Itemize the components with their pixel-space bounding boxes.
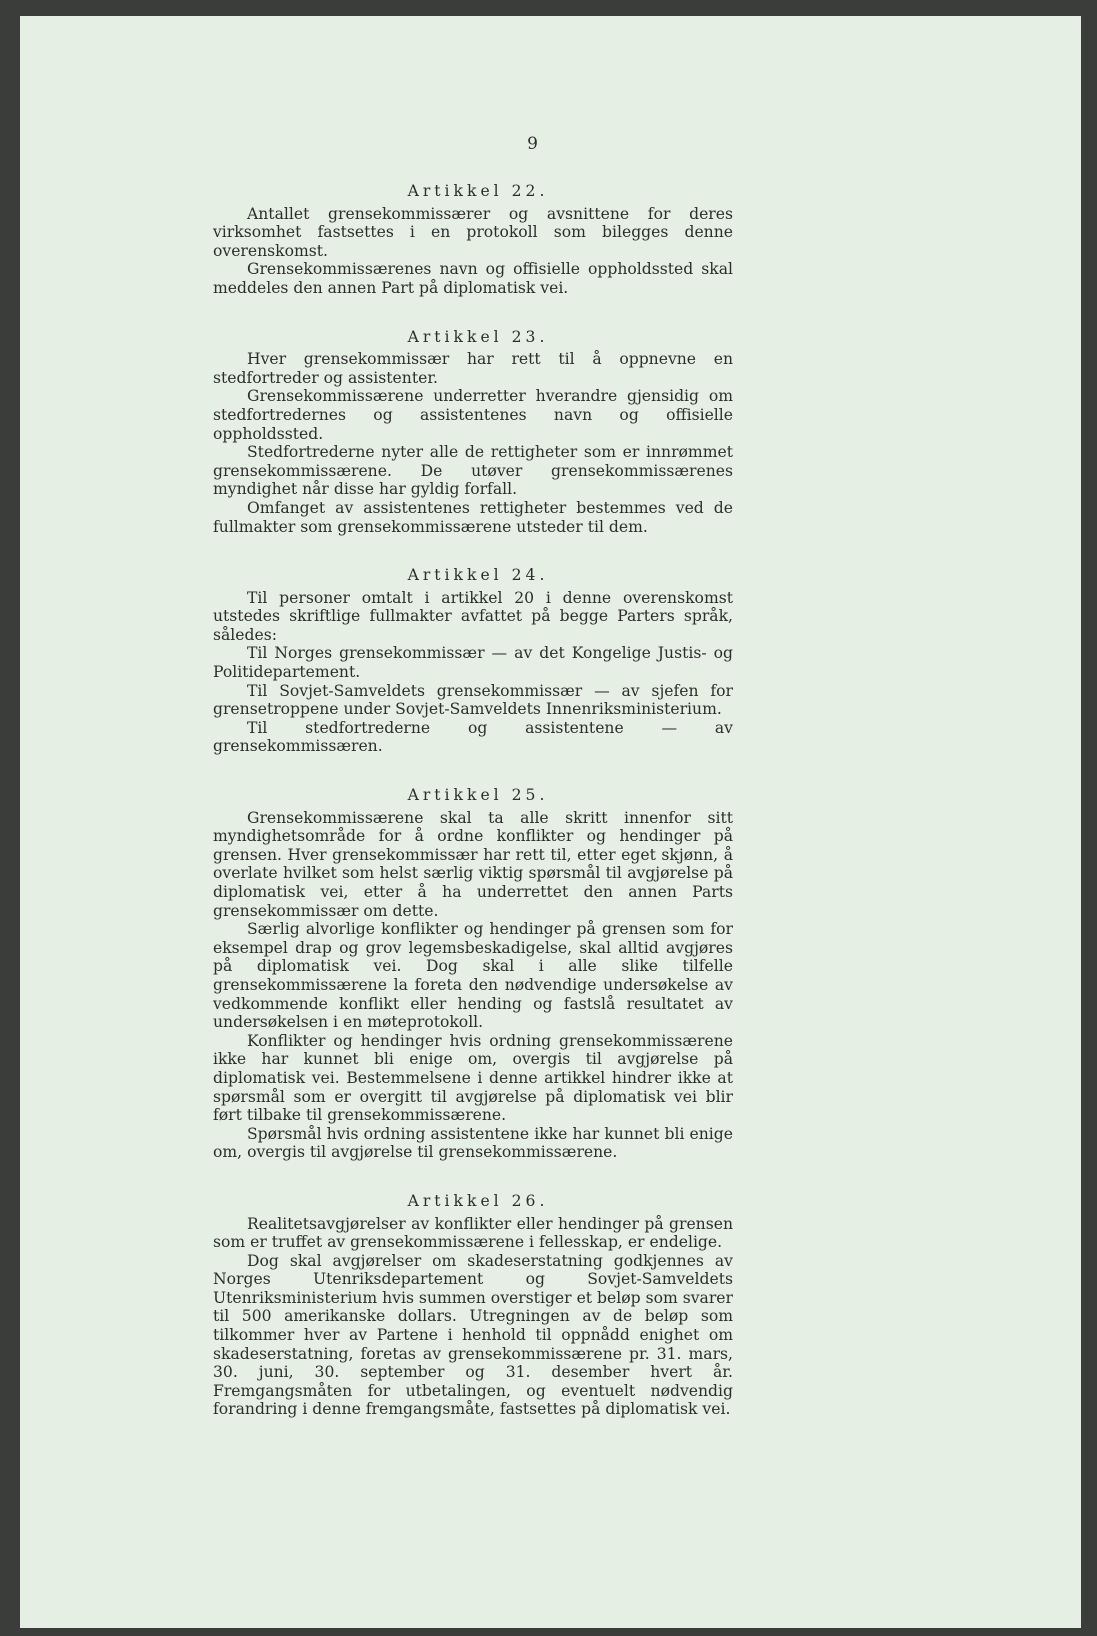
paragraph: Antallet grensekommissærer og avsnittene for deres virksomhet fastsettes i en protokoll som bilegges denne overenskomst. [213, 204, 733, 260]
paragraph: Omfanget av assistentenes rettigheter bestemmes ved de fullmakter som grensekommissærene utsteder til dem. [213, 498, 733, 536]
article-26 [213, 1192, 733, 1419]
article-title: Artikkel 24. [407, 566, 549, 585]
document-page [20, 16, 1081, 1628]
document-body [213, 182, 733, 1449]
article-25 [213, 786, 733, 1162]
paragraph: Realitetsavgjørelser av konflikter eller hendinger på grensen som er truffet av grensekommissærene i fellesskap, er endelige. [213, 1214, 733, 1252]
paragraph: Til Norges grensekommissær — av det Kongelige Justis- og Politidepartement. [213, 644, 733, 682]
article-title: Artikkel 26. [407, 1191, 549, 1210]
article-title: Artikkel 22. [407, 182, 549, 200]
article-24 [213, 566, 733, 756]
paragraph: Stedfortrederne nyter alle de rettigheter som er innrømmet grensekommissærene. De utøver grensekommissærenes myndighet når disse har gyldig forfall. [213, 443, 733, 499]
paragraph: Grensekommissærene skal ta alle skritt innenfor sitt myndighetsområde for å ordne konflikter og hendinger på grensen. Hver grensekommissær har rett til, etter eget skjønn, å overlate hvilket som helst særlig viktig spørsmål til avgjørelse på diplomatisk vei, etter å ha underrettet den annen Parts grensekommissær om dette. [213, 808, 733, 920]
article-title: Artikkel 23. [407, 327, 549, 346]
paragraph: Særlig alvorlige konflikter og hendinger på grensen som for eksempel drap og grov legemsbeskadigelse, skal alltid avgjøres på diplomatisk vei. Dog skal i alle slike tilfelle grensekommissærene la foreta den nødvendige undersøkelse av vedkommende konflikt eller hending og fastslå resultatet av undersøkelsen i en møteprotokoll. [213, 920, 733, 1032]
paragraph: Grensekommissærene underretter hverandre gjensidig om stedfortredernes og assistentenes navn og offisielle oppholdssted. [213, 387, 733, 443]
paragraph: Til stedfortrederne og assistentene — av grensekommissæren. [213, 718, 733, 756]
paragraph: Til personer omtalt i artikkel 20 i denne overenskomst utstedes skriftlige fullmakter avfattet på begge Parters språk, således: [213, 588, 733, 644]
paragraph: Grensekommissærenes navn og offisielle oppholdssted skal meddeles den annen Part på diplomatisk vei. [213, 260, 733, 297]
paragraph: Spørsmål hvis ordning assistentene ikke har kunnet bli enige om, overgis til avgjørelse til grensekommissærene. [213, 1124, 733, 1162]
paragraph: Til Sovjet-Samveldets grensekommissær — av sjefen for grensetroppene under Sovjet-Samveldets Innenriksministerium. [213, 681, 733, 719]
article-22 [213, 182, 733, 298]
article-23 [213, 328, 733, 537]
paragraph: Konflikter og hendinger hvis ordning grensekommissærene ikke har kunnet bli enige om, overgis til avgjørelse på diplomatisk vei. Bestemmelsene i denne artikkel hindrer ikke at spørsmål som er overgitt til avgjørelse på diplomatisk vei blir ført tilbake til grensekommissærene. [213, 1031, 733, 1125]
page-number: 9 [527, 134, 538, 154]
paragraph: Dog skal avgjørelser om skadeserstatning godkjennes av Norges Utenriksdepartement og Sovjet-Samveldets Utenriksministerium hvis summen overstiger et beløp som svarer til 500 amerikanske dollars. Utregningen av de beløp som tilkommer hver av Partene i henhold til oppnådd enighet om skadeserstatning, foretas av grensekommissærene pr. 31. mars, 30. juni, 30. september og 31. desember hvert år. Fremgangsmåten for utbetalingen, og eventuelt nødvendig forandring i denne fremgangsmåte, fastsettes på diplomatisk vei. [213, 1251, 733, 1419]
article-title: Artikkel 25. [407, 786, 549, 805]
paragraph: Hver grensekommissær har rett til å oppnevne en stedfortreder og assistenter. [213, 350, 733, 387]
